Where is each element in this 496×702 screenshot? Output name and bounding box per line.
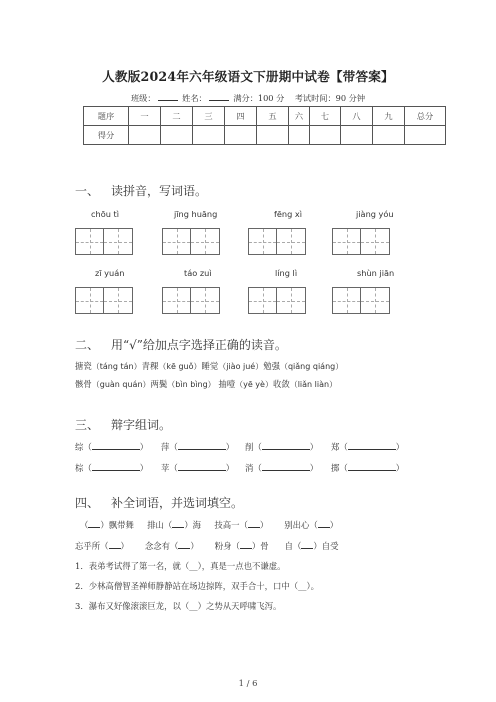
word-group-item [331, 441, 404, 453]
section-title: 辩字组词。 [111, 418, 172, 432]
header-cell: 五 [257, 107, 289, 126]
answer-blank[interactable] [172, 519, 184, 528]
word-group-item [331, 462, 404, 474]
score-cell[interactable] [129, 126, 161, 145]
section-1-heading [75, 182, 207, 199]
pinyin: líng lì [275, 268, 298, 278]
writing-grid[interactable] [248, 287, 306, 314]
char-prompt: 苹（ [161, 463, 178, 473]
idiom-part: 技高一（ [214, 520, 248, 530]
answer-blank[interactable] [248, 519, 260, 528]
fill-question-3: 3．瀑布又好像滚滚巨龙，以（__）之势从天呼啸飞泻。 [75, 601, 282, 611]
pinyin: shùn jiān [357, 268, 395, 278]
score-cell[interactable] [341, 126, 373, 145]
score-cell[interactable] [405, 126, 446, 145]
char-prompt: 掷（ [331, 463, 348, 473]
pinyin: chōu tì [91, 209, 119, 219]
pronunciation-choice[interactable]: （yē yè） [235, 380, 273, 389]
idiom-part: ）海 [184, 520, 202, 530]
idiom-part: 忘乎所（ [75, 541, 109, 551]
pronunciation-choice[interactable]: （jiào jué） [218, 362, 264, 371]
score-cell[interactable] [289, 126, 310, 145]
score-label-cell: 得分 [84, 126, 129, 145]
writing-grid[interactable] [248, 228, 306, 255]
page-title: 人教版2024年六年级语文下册期中试卷【带答案】 [102, 69, 394, 84]
answer-blank[interactable] [348, 462, 396, 471]
idiom-part: 排山（ [147, 520, 173, 530]
section-number: 四、 [75, 496, 100, 510]
char-prompt: 综（ [75, 442, 92, 452]
score-header-row [84, 107, 446, 126]
word-group-item [245, 441, 318, 453]
idiom-part: ） [259, 520, 269, 530]
header-cell: 总分 [405, 107, 446, 126]
answer-blank[interactable] [348, 441, 396, 450]
section-number: 二、 [75, 338, 100, 352]
paren: ） [225, 442, 235, 452]
answer-blank[interactable] [318, 519, 330, 528]
writing-grid[interactable] [75, 287, 133, 314]
writing-grid[interactable] [332, 287, 390, 314]
section-3-heading [75, 416, 171, 433]
header-cell: 八 [341, 107, 373, 126]
idiom-part: ）飘带舞 [100, 520, 134, 530]
score-value-row [84, 126, 446, 145]
word: 睡觉 [201, 361, 219, 371]
word: 骸骨 [75, 379, 92, 389]
char-prompt: 郑（ [331, 442, 348, 452]
header-cell: 三 [193, 107, 225, 126]
pinyin: táo zuì [184, 268, 212, 278]
answer-blank[interactable] [301, 540, 313, 549]
idiom-part: 自（ [284, 541, 302, 551]
paren: ） [309, 463, 319, 473]
reading-line-1 [75, 360, 343, 372]
exam-time: 考试时间：90 分钟 [294, 93, 366, 103]
header-cell: 六 [289, 107, 310, 126]
header-cell: 一 [129, 107, 161, 126]
name-label: 姓名： [182, 93, 207, 103]
fill-question-1: 1．表弟考试得了第一名，就（__），真是一点也不谦虚。 [75, 561, 286, 571]
word: 抽噎 [218, 379, 236, 389]
word: 两鬓 [150, 379, 168, 389]
page-number: 1 / 6 [238, 678, 258, 688]
answer-blank[interactable] [178, 441, 226, 450]
fill-question-2: 2．少林高僧智圣禅师静静站在场边掠阵，双手合十，口中（__）。 [75, 581, 320, 591]
char-prompt: 棕（ [75, 463, 92, 473]
section-number: 一、 [75, 184, 100, 198]
class-label: 班级： [130, 93, 156, 103]
answer-blank[interactable] [262, 462, 310, 471]
full-score: 满分：100 分 [233, 93, 285, 103]
answer-blank[interactable] [109, 540, 121, 549]
header-cell: 四 [225, 107, 257, 126]
header-cell: 九 [373, 107, 405, 126]
pinyin: fēng xì [274, 209, 303, 219]
idiom-part: （ [80, 520, 89, 530]
idiom-part: ） [120, 541, 129, 551]
char-prompt: 消（ [245, 463, 262, 473]
paren: ） [139, 442, 149, 452]
reading-line-2 [75, 378, 337, 390]
pronunciation-choice[interactable]: （kē guǒ） [158, 362, 202, 371]
pronunciation-choice[interactable]: （guàn quán） [91, 380, 151, 389]
pinyin: jīng huāng [174, 209, 218, 219]
paren: ） [395, 442, 405, 452]
paren: ） [309, 442, 319, 452]
word-group-item [161, 441, 234, 453]
header-cell: 七 [310, 107, 341, 126]
idiom-line-1 [80, 519, 338, 531]
char-prompt: 萍（ [161, 442, 178, 452]
word-group-item [75, 441, 148, 453]
section-2-heading [75, 336, 287, 353]
section-number: 三、 [75, 418, 100, 432]
idiom-part: 粉身（ [214, 541, 240, 551]
word: 勉强 [263, 361, 280, 371]
pinyin: jiàng yóu [356, 209, 394, 219]
idiom-part: ） [190, 541, 199, 551]
idiom-line-2 [75, 540, 338, 552]
score-table [83, 106, 446, 145]
answer-blank[interactable] [92, 462, 140, 471]
answer-blank[interactable] [240, 540, 252, 549]
idiom-part: ）骨 [251, 541, 269, 551]
idiom-part: ）自受 [313, 541, 339, 551]
word: 收敛 [272, 379, 290, 389]
score-cell[interactable] [257, 126, 289, 145]
pronunciation-choice[interactable]: （qiǎng qiáng） [279, 362, 344, 371]
word-group-item [161, 462, 234, 474]
paren: ） [395, 463, 405, 473]
section-4-heading [75, 494, 243, 511]
score-cell[interactable] [373, 126, 405, 145]
word-group-item [75, 462, 148, 474]
name-blank [209, 92, 229, 101]
answer-blank[interactable] [92, 441, 140, 450]
idiom-part: ） [329, 520, 339, 530]
header-cell: 题序 [84, 107, 129, 126]
answer-blank[interactable] [178, 462, 226, 471]
word: 青稞 [141, 361, 159, 371]
idiom-part: 念念有（ [144, 541, 179, 551]
word-group-item [245, 462, 318, 474]
idiom-part: 别出心（ [284, 520, 318, 530]
score-cell[interactable] [225, 126, 257, 145]
writing-grid[interactable] [332, 228, 390, 255]
answer-blank[interactable] [178, 540, 190, 549]
score-cell[interactable] [310, 126, 341, 145]
paren: ） [225, 463, 235, 473]
header-cell: 二 [161, 107, 193, 126]
section-title: 补全词语，并选词填空。 [111, 496, 244, 510]
paren: ） [139, 463, 149, 473]
score-cell[interactable] [161, 126, 193, 145]
pronunciation-choice[interactable]: （táng tán） [91, 362, 142, 371]
word: 搪瓷 [75, 361, 92, 371]
char-prompt: 削（ [245, 442, 262, 452]
pronunciation-choice[interactable]: （bìn bìng） [167, 380, 216, 389]
answer-blank[interactable] [262, 441, 310, 450]
writing-grid[interactable] [162, 287, 220, 314]
writing-grid[interactable] [162, 228, 220, 255]
section-title: 读拼音，写词语。 [111, 184, 208, 198]
section-title: 用“√”给加点字选择正确的读音。 [111, 338, 287, 352]
pronunciation-choice[interactable]: （liǎn liàn） [289, 380, 338, 389]
answer-blank[interactable] [88, 519, 100, 528]
exam-info [0, 92, 496, 104]
pinyin: zī yuán [95, 268, 125, 278]
score-cell[interactable] [193, 126, 225, 145]
class-blank [158, 92, 178, 101]
writing-grid[interactable] [75, 228, 133, 255]
